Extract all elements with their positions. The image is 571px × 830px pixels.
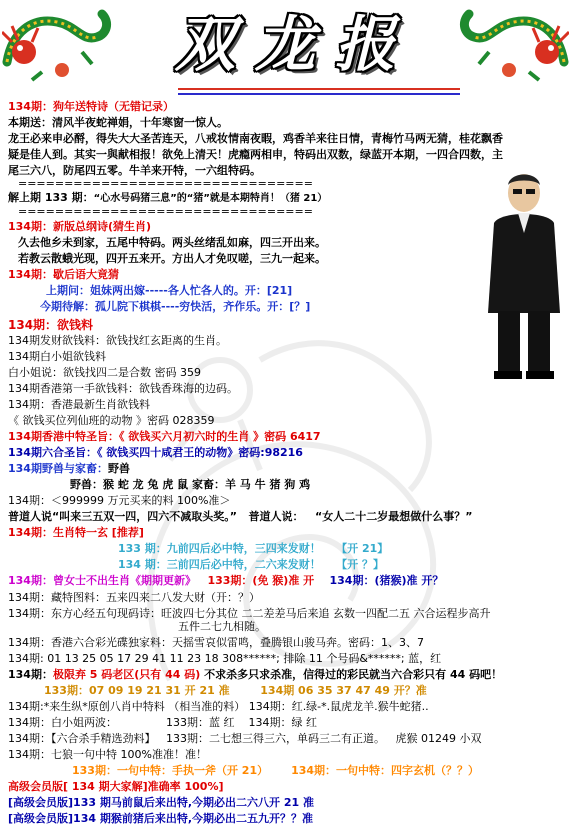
l20: 134期：香港最新生肖欲钱料	[8, 398, 150, 411]
l11: 若教云散蛾光现，四开五来开。方出人才免叹嗟，三九一起来。	[18, 252, 326, 265]
l40	[8, 716, 317, 730]
l40b: 133期：蓝 红	[165, 716, 235, 729]
l14: 今期待解：孤儿院下棋棋----穷快活，齐作乐。开：[？]	[40, 300, 311, 313]
l8: ================================	[18, 205, 313, 218]
l7b: “心水号码猪三息”的“猪”就是本期特肖！（猪 21）	[93, 193, 328, 204]
l27	[8, 510, 472, 524]
l18: 白小姐说：欲钱找四二是合数 密码 359	[8, 366, 201, 379]
l16: 134期发财欲钱料：欲钱找红玄距离的生肖。	[8, 334, 227, 347]
l38a: 133期：07 09 19 21 31 开 21 准	[44, 684, 230, 697]
l3: 龙王必来申必酹，得失大大圣苦连天，八戒妆情南夜暇，鸡香羊来往日情，青梅竹马两无猜，桂花飘香	[8, 132, 503, 145]
l30	[118, 558, 384, 572]
l37b: 极限弃 5 码老区(只有 44 码)	[52, 668, 201, 681]
l30a: 134 期：三前四后必中特，二六来发财！	[118, 558, 321, 571]
l17: 134期白小姐欲钱料	[8, 350, 106, 363]
l24	[8, 462, 130, 476]
dragon-left-icon	[2, 2, 112, 82]
l22: 134期香港中特圣旨：《 欲钱买六月初六时的生肖 》密码 6417	[8, 430, 321, 443]
l6: ================================	[18, 177, 313, 190]
l28: 134期：生肖特一玄 [推荐]	[8, 526, 144, 539]
l7a: 解上期 133 期：	[8, 191, 94, 204]
l24b: 野兽	[107, 462, 130, 475]
l5: 尾三六八，防尾四五零。牛羊来开特，一六组特码。	[8, 164, 261, 177]
man-photo	[480, 163, 568, 383]
l41b: 133期：二七想三得三六，单码三二有正道。	[166, 732, 385, 745]
l38	[44, 684, 427, 698]
l27a: 普道人说“叫来三五双一四，四六不减取头奖。”	[8, 510, 237, 523]
l39: 134期:*来生纵*原创八肖中特料 （相当准的料） 134期：红.绿-*.鼠虎龙羊.猴牛蛇猪..	[8, 700, 429, 713]
l29b: 【开 21】	[336, 542, 389, 555]
l25: 野兽：猴 蛇 龙 兔 虎 鼠 家畜：羊 马 牛 猪 狗 鸡	[70, 478, 311, 491]
l43b: 134期：一句中特：四字玄机（？？）	[291, 764, 480, 777]
masthead-title: 双龙报	[175, 10, 415, 80]
l42: 134期：七狼一句中特 100%准准！准！	[8, 748, 207, 761]
l29	[118, 542, 388, 556]
l27b: 普道人说：	[248, 510, 304, 523]
l37	[8, 668, 502, 682]
l45: [高级会员版]133 期马前鼠后来出特,今期必出二六八开 21 准	[8, 796, 314, 809]
masthead-rule-blue	[178, 93, 460, 95]
l33: 134期：东方心经五句现码诗：旺波四七分其位 二二差差马后来追 玄数一四配二五 六合运程步高升	[8, 607, 491, 620]
l4: 疑是佳人到。其实一與献相报！欲免上清天！虎瘾两相申，特码出双数，绿蓝开本期，一四合四数，主	[8, 148, 503, 161]
l2: 本期送：清风半夜蛇禅娟，十年寒窗一惊人。	[8, 116, 228, 129]
l13: 上期问：姐妹两出嫁-----各人忙各人的。开：[21]	[46, 284, 293, 297]
l34: 五件二七九相随。	[178, 620, 266, 633]
l31	[8, 574, 443, 588]
l10: 久去他乡未到家，五尾中特码。两头丝绪乱如麻，四三开出来。	[18, 236, 326, 249]
l23: 134期六合圣旨：《 欲钱买四十咸君王的动物》密码:98216	[8, 446, 303, 459]
l24a: 134期野兽与家畜：	[8, 462, 108, 475]
l27c: “女人二十二岁最想做什么事？”	[314, 510, 473, 523]
l29a: 133 期：九前四后必中特，三四来发财！	[118, 542, 321, 555]
l35: 134期：香港六合彩光碟独家料：天摇雪哀似雷鸣，叠腾银山骏马奔。密码：1、3、7	[8, 636, 424, 649]
l41c: 虎猴 01249 小双	[395, 732, 482, 745]
l26: 134期：＜999999 万元买来的料 100%准＞	[8, 494, 231, 507]
l43	[72, 764, 479, 778]
l1: 134期：狗年送特诗（无错记录）	[8, 100, 174, 113]
l37c: 不求杀多只求杀准，信得过的彩民就当六合彩只有 44 码吧！	[204, 668, 503, 681]
l31c: 134期：(猪猴)准 开？	[329, 574, 444, 587]
l12: 134期：歇后语大竟猜	[8, 268, 119, 281]
l44: 高级会员版[ 134 期大家解]准确率 100%]	[8, 780, 224, 793]
l31b: 133期：(免 猴)准 开	[207, 574, 315, 587]
l38b: 134期 06 35 37 47 49 开？准	[260, 684, 427, 697]
l36: 134期: 01 13 25 05 17 29 41 11 23 18 308******; 排除 11 个号码&******; 蓝，红	[8, 652, 442, 665]
l37a: 134期：	[8, 668, 53, 681]
l43a: 133期：一句中特：手执一斧（开 21）	[72, 764, 269, 777]
l41a: 134期：【六合杀手精选劲料】	[8, 732, 156, 745]
l40a: 134期：白小姐两波：	[8, 716, 117, 729]
l46: [高级会员版]134 期猴前猪后来出特,今期必出二五九开？？准	[8, 812, 314, 825]
l32: 134期：藏特图料：五来四来二八发大财（开：？）	[8, 591, 260, 604]
l41	[8, 732, 482, 746]
l15: 134期：欲钱料	[8, 318, 94, 332]
l30b: 【开 ？】	[336, 558, 384, 571]
l7	[8, 191, 327, 206]
l40c: 134期：绿 红	[248, 716, 317, 729]
dragon-right-icon	[459, 2, 569, 82]
l19: 134期香港第一手欲钱料：欲钱香珠海的边码。	[8, 382, 238, 395]
masthead-rule-red	[178, 88, 460, 90]
l21: 《 欲钱买位列仙班的动物 》密码 028359	[8, 414, 215, 427]
l31a: 134期：曾女士不出生肖《期期更新》	[8, 574, 196, 587]
l9: 134期：新版总纲诗(猜生肖)	[8, 220, 152, 233]
